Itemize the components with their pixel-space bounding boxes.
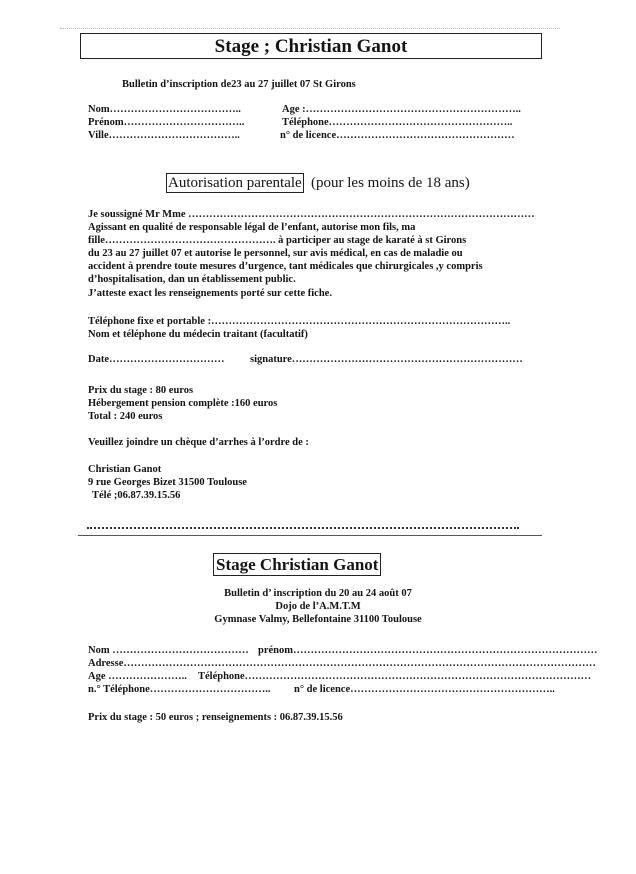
doctor-label: Nom et téléphone du médecin traitant (facultatif) (88, 329, 308, 340)
date-field[interactable]: Date…………………………… (88, 354, 225, 365)
address-phone: Télé ;06.87.39.15.56 (92, 490, 181, 501)
address-line: Christian Ganot (88, 464, 162, 475)
price-line: Hébergement pension complète :160 euros (88, 398, 278, 409)
cut-dotted-line (87, 527, 519, 529)
section2-line: Gymnase Valmy, Bellefontaine 31100 Toulouse (214, 614, 422, 625)
price-line: Prix du stage : 80 euros (88, 385, 194, 396)
page-title: Stage ; Christian Ganot (80, 33, 542, 59)
s2-prenom-field[interactable]: prénom…………………………………………………………………………… (258, 645, 598, 656)
authorization-line: du 23 au 27 juillet 07 et autorise le personnel, sur avis médical, en cas de maladie ou (88, 248, 463, 259)
authorization-line: fille…………………………………………. à participer au stage de karaté à st Girons (88, 235, 467, 246)
s2-adresse-field[interactable]: Adresse……………………………………………………………………………………………………………………… (88, 658, 596, 669)
s2-footer: Prix du stage : 50 euros ; renseignements : 06.87.39.15.56 (88, 712, 343, 723)
authorization-line: J’atteste exact les renseignements porté sur cette fiche. (88, 288, 332, 299)
registration-subtitle: Bulletin d’inscription de23 au 27 juillet 07 St Girons (122, 79, 356, 90)
authorization-heading-box: Autorisation parentale (168, 175, 302, 191)
form-telephone-field[interactable]: Téléphone…………………………………………….. (282, 117, 513, 128)
section2-line: Bulletin d’ inscription du 20 au 24 août 07 (224, 588, 412, 599)
section-divider (78, 535, 542, 536)
signature-field[interactable]: signature………………………………………………………… (250, 354, 523, 365)
address-line: 9 rue Georges Bizet 31500 Toulouse (88, 477, 247, 488)
s2-no-telephone-field[interactable]: n.° Téléphone…………………………….. (88, 684, 271, 695)
form-prenom-field[interactable]: Prénom…………………………….. (88, 117, 245, 128)
s2-telephone-field[interactable]: Téléphone……………………………………………………………………………………… (198, 671, 592, 682)
form-nom-field[interactable]: Nom……………………………….. (88, 104, 241, 115)
authorization-line: d’hospitalisation, dan un établissement public. (88, 274, 296, 285)
authorization-line: Agissant en qualité de responsable légal de l’enfant, autorise mon fils, ma (88, 222, 416, 233)
authorization-line: Je soussigné Mr Mme ……………………………………………………………………………………… (88, 209, 535, 220)
s2-age-field[interactable]: Age ………………….. (88, 671, 187, 682)
price-line: Total : 240 euros (88, 411, 163, 422)
cheque-note: Veuillez joindre un chèque d’arrhes à l’ordre de : (88, 437, 309, 448)
section2-line: Dojo de l’A.M.T.M (275, 601, 361, 612)
section2-title: Stage Christian Ganot (213, 553, 381, 576)
s2-licence-field[interactable]: n° de licence………………………………………………….. (294, 684, 555, 695)
form-ville-field[interactable]: Ville……………………………….. (88, 130, 240, 141)
phone-field[interactable]: Téléphone fixe et portable :………………………………………………………………………….. (88, 316, 511, 327)
authorization-heading-note: (pour les moins de 18 ans) (311, 175, 470, 191)
authorization-line: accident à prendre toute mesures d’urgence, tant médicales que chirurgicales ,y compris (88, 261, 483, 272)
form-licence-field[interactable]: n° de licence…………………………………………… (280, 130, 515, 141)
form-age-field[interactable]: Age :…………………………………………………….. (282, 104, 521, 115)
top-dotted-line (60, 28, 560, 29)
s2-nom-field[interactable]: Nom ………………………………… (88, 645, 249, 656)
